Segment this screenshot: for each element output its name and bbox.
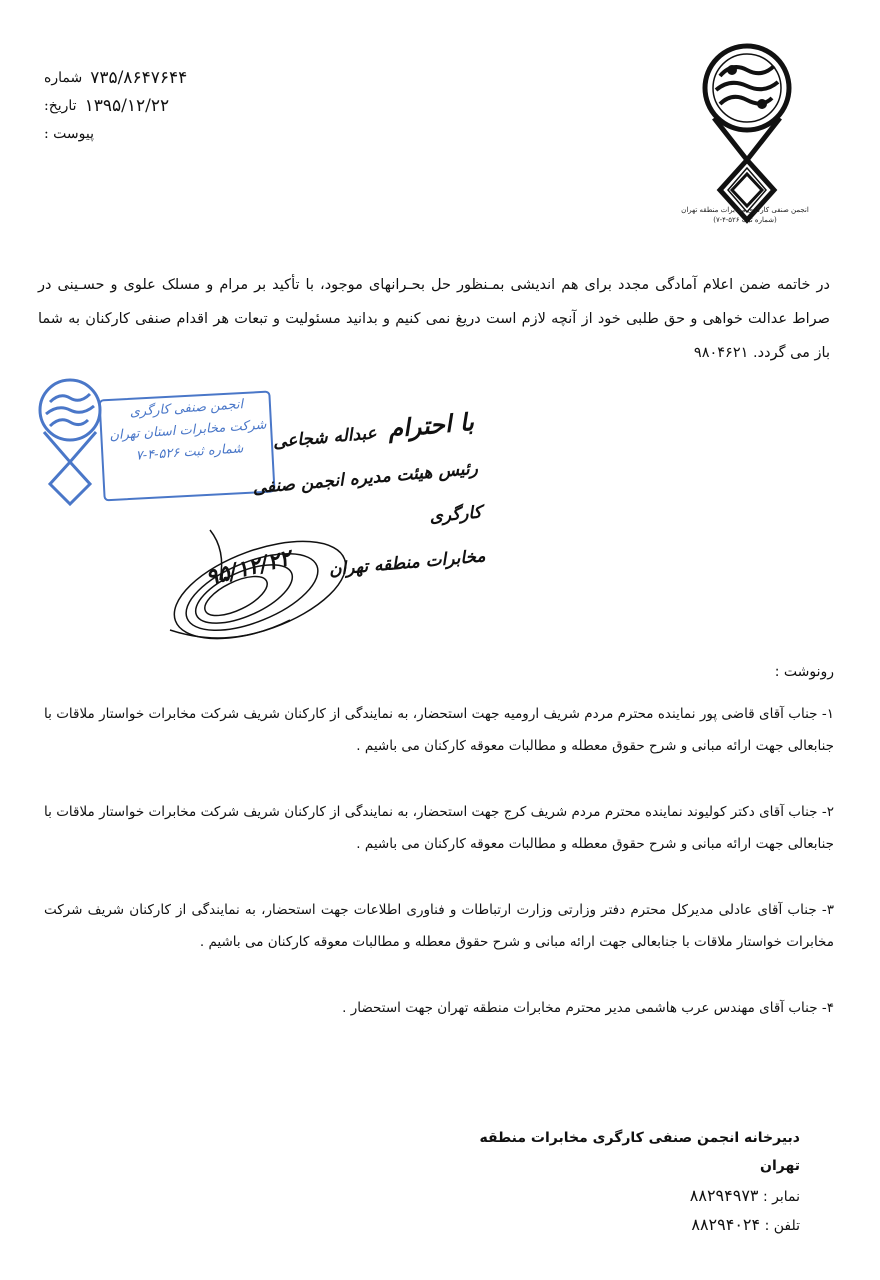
- logo-caption-line2: (شماره ثبت ۵۲۶-۴-۷): [713, 216, 777, 224]
- cc-section: [44, 660, 834, 1058]
- letter-meta: [44, 64, 244, 148]
- letter-date-row: [44, 92, 244, 120]
- footer-contact: [460, 1124, 800, 1240]
- logo-caption-line1: انجمن صنفی کارگری مخابرات منطقه تهران: [681, 206, 809, 214]
- handwritten-signature: [140, 510, 380, 660]
- letter-number-value: ۷۳۵/۸۶۴۷۶۴۴: [90, 68, 188, 88]
- footer-phone-value: ۸۸۲۹۴۰۲۴: [691, 1215, 761, 1234]
- logo-caption: [670, 205, 820, 225]
- cc-title: رونوشت :: [774, 664, 834, 680]
- letter-attachment-row: [44, 120, 244, 148]
- footer-phone-row: [460, 1211, 800, 1240]
- stamp-line3: شماره ثبت ۵۲۶-۴-۷: [135, 441, 244, 464]
- footer-fax-value: ۸۸۲۹۴۹۷۳: [689, 1186, 759, 1205]
- letter-number-label: شماره: [44, 70, 83, 86]
- letter-date-value: ۱۳۹۵/۱۲/۲۲: [84, 96, 170, 116]
- signature-date: ۹۵/۱۲/۲۲: [203, 544, 294, 592]
- footer-fax-row: [460, 1182, 800, 1211]
- signature-title: رئیس هیئت مدیره انجمن صنفی کارگری: [251, 458, 483, 527]
- signature-honorific: با احترام: [386, 406, 475, 444]
- footer-fax-label: نمابر :: [762, 1189, 800, 1205]
- cc-item: ۱- جناب آقای قاضی پور نماینده محترم مردم شریف ارومیه جهت استحضار، به نمایندگی از کارکنان شریف شرکت مخابرات خواستار ملاقات با جنابعالی جهت ارائه مبانی و شرح حقوق معطله و مطالبات معوقه کارکنان می باشیم .: [44, 706, 834, 754]
- stamp-line1: انجمن صنفی کارگری: [129, 397, 244, 421]
- footer-phone-label: تلفن :: [764, 1218, 800, 1234]
- signature-org: مخابرات منطقه تهران: [328, 546, 487, 580]
- letter-number-row: [44, 64, 244, 92]
- footer-org: دبیرخانه انجمن صنفی کارگری مخابرات منطقه تهران: [479, 1130, 800, 1174]
- signature-name: عبداله شجاعی: [272, 423, 378, 453]
- letter-body-paragraph: در خاتمه ضمن اعلام آمادگی مجدد برای هم اندیشی بمـنظور حل بحـرانهای موجود، با تأکید بر مرام و مسلک علوی و حسـینی در صراط عدالت خواهی و حق طلبی خود از آنچه لازم است دریغ نمی کنیم و بدانید مسئولیت و تبعات هر اقدام صنفی کارکنان به شما باز می گردد. ۹۸۰۴۶۲۱: [38, 277, 830, 361]
- cc-item: ۳- جناب آقای عادلی مدیرکل محترم دفتر وزارتی وزارت ارتباطات و فناوری اطلاعات جهت استحضار، به نمایندگی از کارکنان شریف شرکت مخابرات خواستار ملاقات با جنابعالی جهت ارائه مبانی و شرح حقوق معطله و مطالبات معوقه کارکنان می باشیم .: [44, 902, 834, 950]
- letter-date-label: تاریخ:: [44, 98, 77, 114]
- stamp-line2: شرکت مخابرات استان تهران: [108, 417, 267, 444]
- cc-item: ۲- جناب آقای دکتر کولیوند نماینده محترم مردم شریف کرج جهت استحضار، به نمایندگی از کارکنان شریف شرکت مخابرات خواستار ملاقات با جنابعالی جهت ارائه مبانی و شرح حقوق معطله و مطالبات معوقه کارکنان می باشیم .: [44, 804, 834, 852]
- letter-attachment-label: پیوست :: [44, 126, 94, 142]
- cc-item: ۴- جناب آقای مهندس عرب هاشمی مدیر محترم مخابرات منطقه تهران جهت استحضار .: [342, 1000, 834, 1016]
